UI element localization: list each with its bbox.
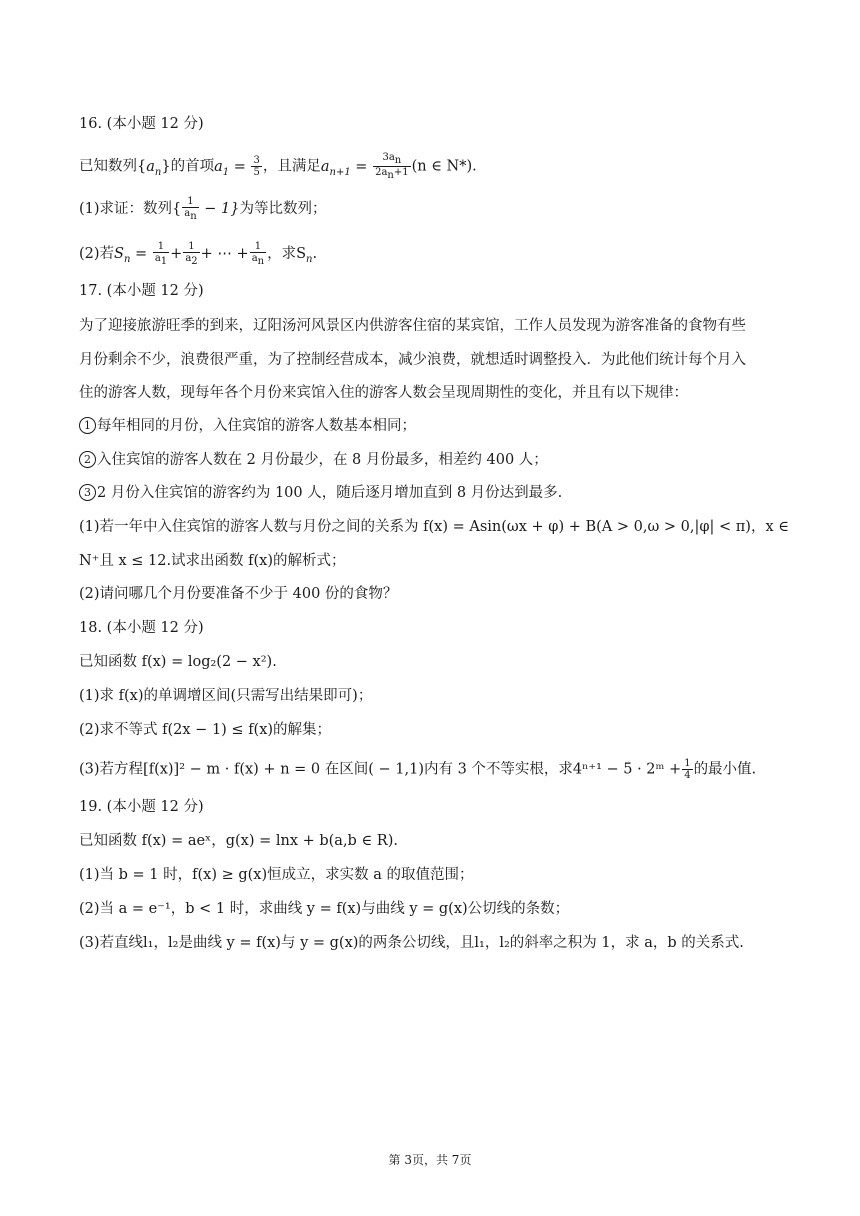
fraction-1-4: $\frac{1}{4}$ — [684, 758, 691, 781]
math-a1: $a_1$ = — [214, 158, 251, 178]
q17-para-line1: 为了迎接旅游旺季的到来，辽阳汤河风景区内供游客住宿的某宾馆，工作人员发现为游客准备的食物有些 — [79, 318, 746, 334]
q16-part1: (1)求证：数列{ $\frac{1}{a_n}$ − 1}为等比数列； — [79, 196, 327, 222]
q19-part2: (2)当 a = e⁻¹，b < 1 时，求曲线 y = f(x)与曲线 y = g(x)公切线的条数； — [79, 901, 570, 917]
math-a-n: $a_n$ — [146, 158, 162, 178]
page-number-footer: 第 3页，共 7页 — [388, 1153, 472, 1167]
q18-part3: (3)若方程[f(x)]² − m · f(x) + n = 0 在区间( − 1,1)内有 3 个不等实根，求4ⁿ⁺¹ − 5 · 2ᵐ + $\frac{1}{4}$ 的最小值. — [79, 758, 757, 781]
q16-part2: (2)若$S_n$ = $\frac{1}{a_1}$ + $\frac{1}{a_2}$ + ⋯ + $\frac{1}{a_n}$ ，求$S_n$. — [79, 241, 318, 267]
circled-number-icon: 3 — [79, 484, 96, 501]
fraction-1-over-an: $\frac{1}{a_n}$ — [184, 196, 197, 222]
q17-rule-3: 3 2 月份入住宾馆的游客约为 100 人，随后逐月增加直到 8 月份达到最多. — [79, 483, 800, 507]
q17-part2: (2)请问哪几个月份要准备不少于 400 份的食物？ — [79, 586, 398, 602]
q19-stem: 已知函数 f(x) = aeˣ，g(x) = lnx + b(a,b ∈ R). — [79, 833, 398, 849]
fraction-recurrence: $\frac{3a_n}{2a_n+1}$ — [375, 152, 409, 181]
fraction-3-5: $\frac{3}{5}$ — [253, 155, 260, 178]
q19-header: 19. (本小题 12 分) — [79, 799, 204, 815]
q18-stem: 已知函数 f(x) = log₂(2 − x²). — [79, 654, 277, 670]
circled-number-icon: 1 — [79, 417, 96, 434]
math-recurrence: $a_{n+1}$ = — [320, 158, 373, 178]
q18-part2: (2)求不等式 f(2x − 1) ≤ f(x)的解集； — [79, 722, 332, 738]
q19-part3: (3)若直线l₁，l₂是曲线 y = f(x)与 y = g(x)的两条公切线，且l₁，l₂的斜率之积为 1，求 a，b 的关系式. — [79, 935, 744, 951]
q16-stem: 已知数列$\{a_n\}$的首项$a_1$ = $\frac{3}{5}$ ，且满足$a_{n+1}$ = $\frac{3a_n}{2a_n+1}$ (n ∈ N*). — [79, 152, 477, 181]
q17-rule-1: 1 每年相同的月份，入住宾馆的游客人数基本相同； — [79, 416, 800, 440]
q17-part1-line2: N⁺且 x ≤ 12.试求出函数 f(x)的解析式； — [79, 553, 346, 569]
q18-header: 18. (本小题 12 分) — [79, 620, 204, 636]
q17-rule-2: 2 入住宾馆的游客人数在 2 月份最少，在 8 月份最多，相差约 400 人； — [79, 450, 800, 474]
q17-para-line3: 住的游客人数，现每年各个月份来宾馆入住的游客人数会呈现周期性的变化，并且有以下规律： — [79, 385, 688, 401]
circled-number-icon: 2 — [79, 451, 96, 468]
q16-header: 16. (本小题 12 分) — [79, 116, 204, 132]
q17-header: 17. (本小题 12 分) — [79, 283, 204, 299]
q19-part1: (1)当 b = 1 时，f(x) ≥ g(x)恒成立，求实数 a 的取值范围； — [79, 867, 474, 883]
q17-para-line2: 月份剩余不少，浪费很严重，为了控制经营成本，减少浪费，就想适时调整投入．为此他们统计每个月入 — [79, 352, 746, 368]
q17-part1-line1: (1)若一年中入住宾馆的游客人数与月份之间的关系为 f(x) = Asin(ωx + φ) + B(A > 0,ω > 0,|φ| < π)，x ∈ — [79, 519, 789, 535]
q18-part1: (1)求 f(x)的单调增区间(只需写出结果即可)； — [79, 688, 373, 704]
